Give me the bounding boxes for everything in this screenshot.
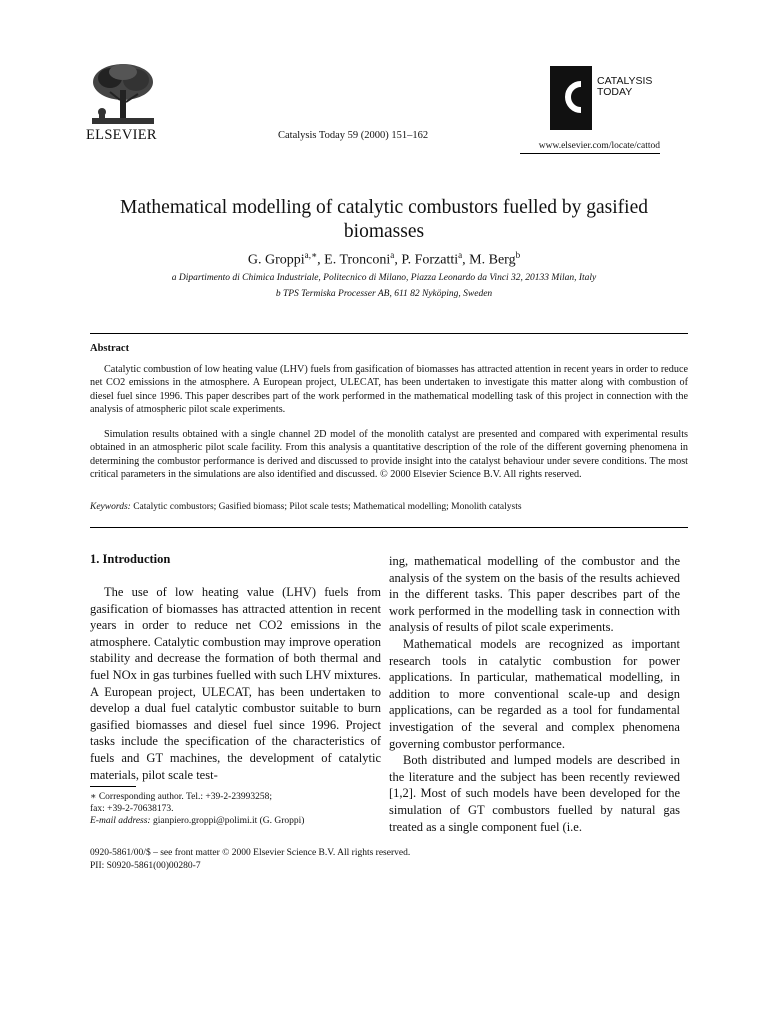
journal-logo-line2: TODAY bbox=[597, 86, 633, 98]
footnote-rule bbox=[90, 786, 136, 787]
header-rule bbox=[520, 153, 660, 154]
footnote-fax: fax: +39-2-70638173. bbox=[90, 804, 174, 814]
affiliation-a: a Dipartimento di Chimica Industriale, Politecnico di Milano, Piazza Leonardo da Vinci 32, 20133 Milan, Italy bbox=[171, 273, 597, 283]
abstract-bottom-rule bbox=[90, 527, 688, 528]
footnote-email bbox=[90, 816, 304, 828]
paper-title: Mathematical modelling of catalytic combustors fuelled by gasified biomasses bbox=[120, 197, 648, 242]
intro-paragraph-1: The use of low heating value (LHV) fuels from gasification of biomasses has attracted attention in recent years in order to reduce net CO2 emissions in the atmosphere. Catalytic combustion may improve operation stability and decrease the formation of both thermal and fuel NOx in gas turbines fuelled with such LHV mixtures. A European project, ULECAT, has been undertaken to develop a dual fuel catalytic combustor suitable to burn gasified biomasses and diesel fuel since 1996. Project tasks include the specification of the characteristics of fuels and GT machines, the development of catalytic materials, pilot scale test- bbox=[90, 585, 381, 782]
affiliation-b: b TPS Termiska Processer AB, 611 82 Nyköping, Sweden bbox=[275, 289, 493, 299]
publisher-name: ELSEVIER bbox=[86, 127, 157, 143]
journal-url[interactable]: www.elsevier.com/locate/cattod bbox=[538, 141, 660, 151]
abstract-top-rule bbox=[90, 333, 688, 334]
intro-paragraph-2: ing, mathematical modelling of the combustor and the analysis of the system on the basis of the results achieved in the different tasks. This paper describes part of the work performed in the modelling task in connection with analysis of results of pilot scale experiments. bbox=[389, 554, 680, 635]
footnote-corresponding: ∗ Corresponding author. Tel.: +39-2-23993258; bbox=[90, 792, 272, 802]
keywords-text: Catalytic combustors; Gasified biomass; Pilot scale tests; Mathematical modelling; Monolith catalysts bbox=[130, 502, 522, 512]
copyright-line: 0920-5861/00/$ – see front matter © 2000 Elsevier Science B.V. All rights reserved. bbox=[90, 848, 411, 858]
journal-reference: Catalysis Today 59 (2000) 151–162 bbox=[278, 130, 429, 141]
intro-paragraph-4: Both distributed and lumped models are described in the literature and the subject has been recently reviewed [1,2]. Most of such models have been developed for the simulation of GT combustors fuelled by natural gas treated as a single component fuel (i.e. bbox=[389, 753, 680, 834]
abstract-paragraph-2: Simulation results obtained with a single channel 2D model of the monolith catalyst are presented and compared with experimental results obtained in an atmospheric pilot scale facility. From this analysis a quantitative description of the role of the different governing phenomena in determining the combustor performance is derived and discussed to provide insight into the catalyst behaviour under severe conditions. The most critical parameters in the simulations are also identified and discussed. © 2000 Elsevier Science B.V. All rights reserved. bbox=[90, 429, 688, 480]
journal-emblem-icon bbox=[546, 62, 596, 134]
pii-line: PII: S0920-5861(00)00280-7 bbox=[90, 861, 201, 871]
abstract-heading: Abstract bbox=[90, 343, 130, 354]
email-address[interactable]: gianpiero.groppi@polimi.it (G. Groppi) bbox=[150, 816, 305, 826]
journal-logo-line1: CATALYSIS bbox=[597, 75, 653, 87]
keywords bbox=[90, 502, 522, 512]
intro-paragraph-3: Mathematical models are recognized as important research tools in catalytic combustion for power applications. In particular, mathematical modelling, in addition to more conventional scale-up and design applications, can be regarded as a tool for fundamental investigation of the several and complex phenomena governing combustor performance. bbox=[389, 636, 680, 751]
authors: G. Groppi$^{a,∗}$, E. Tronconi$^a$, P. Forzatti$^a$, M. Berg$^b$ bbox=[247, 250, 521, 268]
right-column bbox=[389, 553, 680, 835]
email-label: E-mail address: bbox=[90, 816, 151, 826]
left-column bbox=[90, 584, 381, 783]
keywords-label: Keywords: bbox=[90, 502, 131, 512]
catalysis-today-logo bbox=[546, 62, 656, 134]
section-heading: 1. Introduction bbox=[90, 552, 171, 566]
abstract-paragraph-1: Catalytic combustion of low heating value (LHV) fuels from gasification of biomasses has attracted attention in recent years in order to reduce net CO2 emissions in the atmosphere. A European project, ULECAT, has been undertaken to investigate this matter along with combustion of diesel fuel since 1996. This paper describes part of the work performed in the mathematical modelling task of this project in connection with the analysis of atmospheric pilot scale experiments. bbox=[90, 364, 688, 415]
elsevier-tree-logo bbox=[88, 60, 158, 128]
